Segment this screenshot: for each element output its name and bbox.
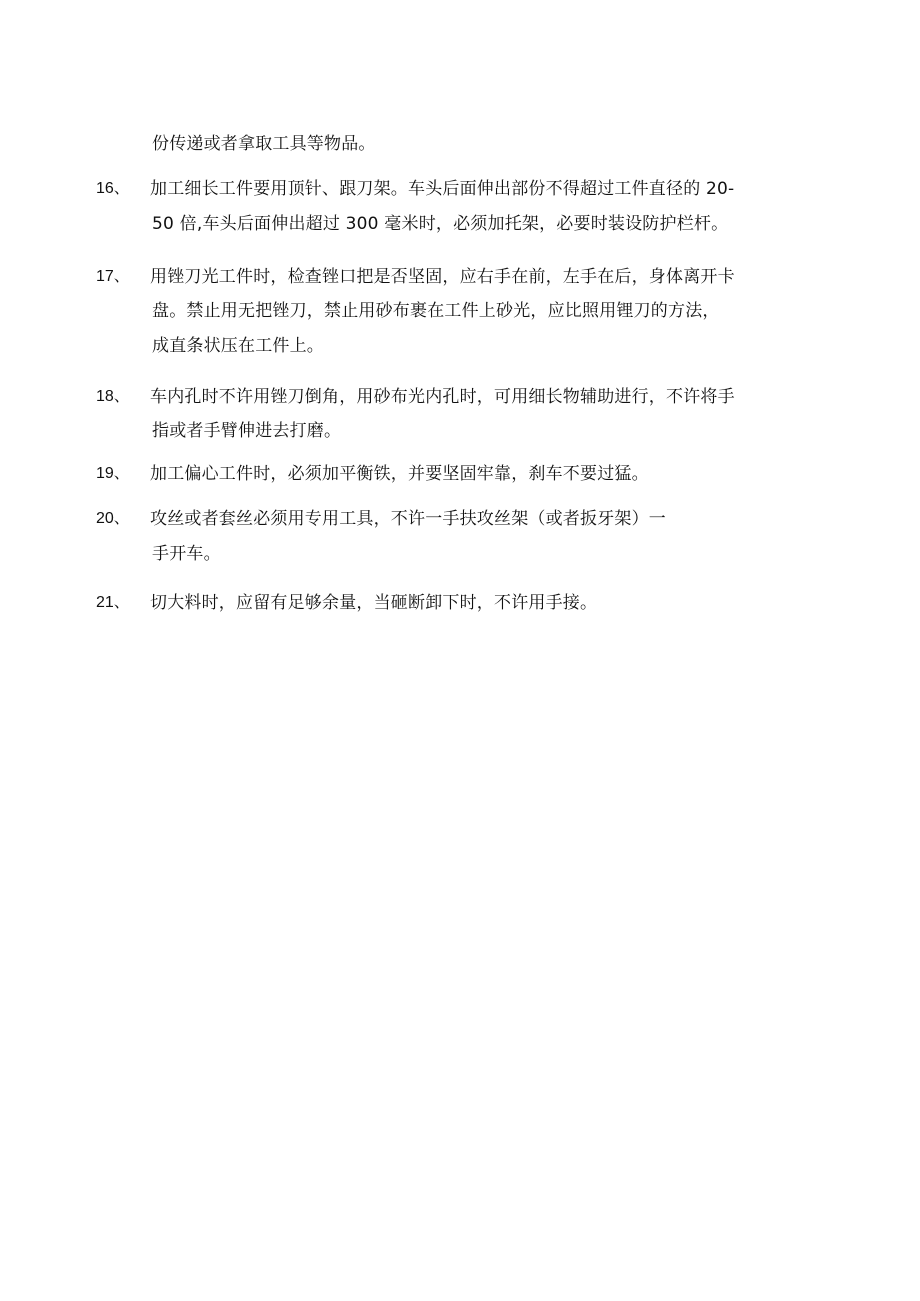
item-line: 50 倍,车头后面伸出超过 300 毫米时，必须加托架，必要时装设防护栏杆。 <box>152 214 729 234</box>
item-line: 成直条状压在工件上。 <box>152 336 324 356</box>
item-number: 16、 <box>96 180 130 197</box>
item-number: 17、 <box>96 268 130 285</box>
item-line: 手开车。 <box>152 544 221 564</box>
item-line: 加工偏心工件时，必须加平衡铁，并要坚固牢靠，刹车不要过猛。 <box>150 464 649 484</box>
item-number: 20、 <box>96 510 130 527</box>
item-number: 19、 <box>96 465 130 482</box>
item-line: 车内孔时不许用锉刀倒角，用砂布光内孔时，可用细长物辅助进行，不许将手 <box>150 387 735 407</box>
item-line: 指或者手臂伸进去打磨。 <box>152 421 342 441</box>
continuation-line: 份传递或者拿取工具等物品。 <box>152 134 376 154</box>
item-line: 盘。禁止用无把锉刀，禁止用砂布裹在工件上砂光，应比照用锂刀的方法， <box>152 301 720 321</box>
item-line: 切大料时，应留有足够余量，当砸断卸下时，不许用手接。 <box>150 593 598 613</box>
item-line: 加工细长工件要用顶针、跟刀架。车头后面伸出部份不得超过工件直径的 20- <box>150 179 735 199</box>
item-number: 18、 <box>96 388 130 405</box>
item-number: 21、 <box>96 594 130 611</box>
item-line: 攻丝或者套丝必须用专用工具，不许一手扶攻丝架（或者扳牙架）一 <box>150 509 666 529</box>
item-line: 用锉刀光工件时，检查锉口把是否坚固，应右手在前，左手在后，身体离开卡 <box>150 267 735 287</box>
